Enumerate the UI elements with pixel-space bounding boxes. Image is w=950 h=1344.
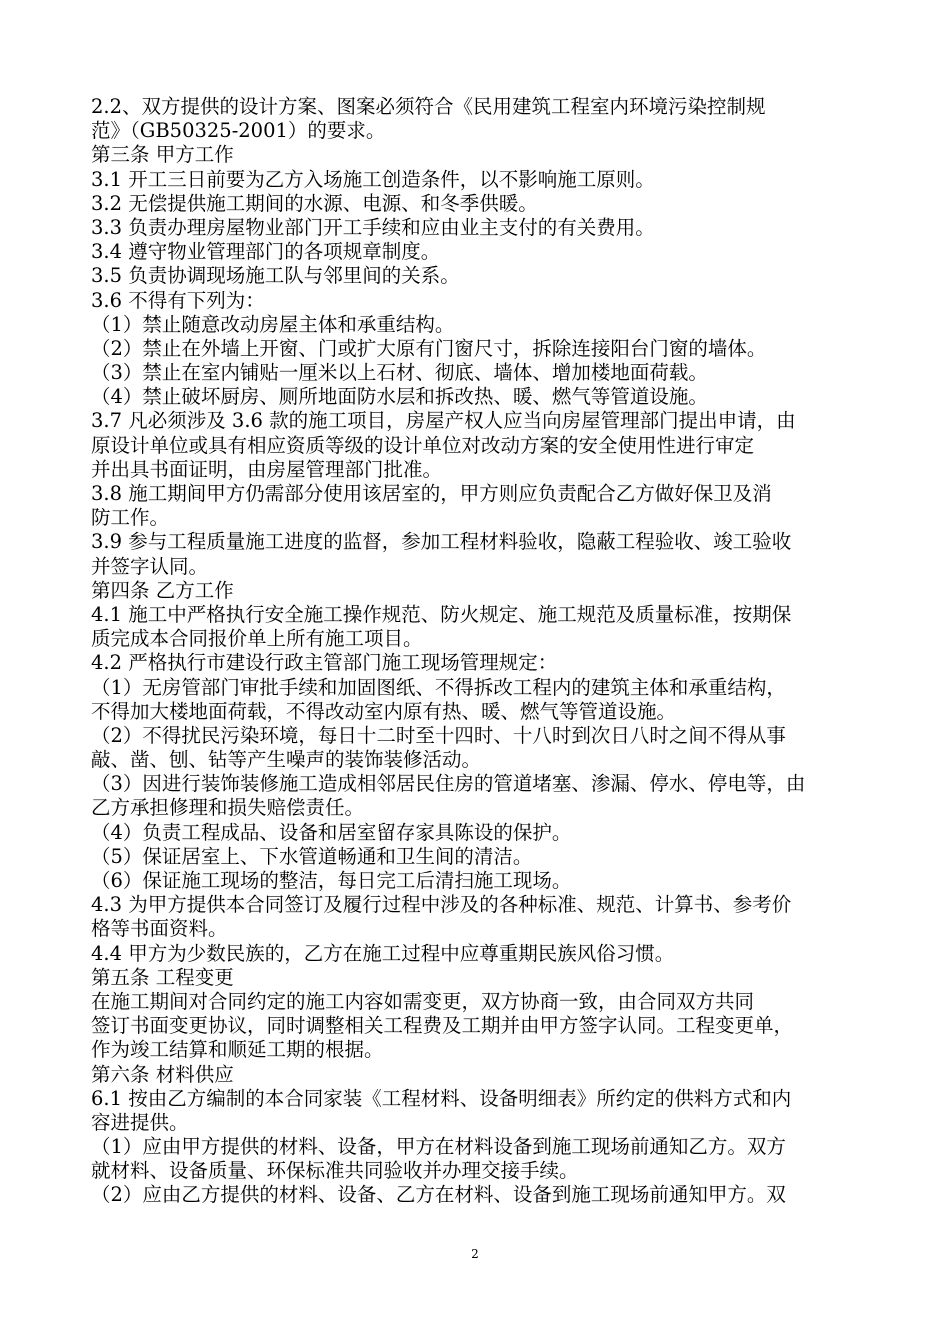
- text-line: 不得加大楼地面荷载，不得改动室内原有热、暖、燃气等管道设施。: [91, 699, 677, 723]
- page-number: 2: [471, 1247, 479, 1261]
- text-line: （1）应由甲方提供的材料、设备，甲方在材料设备到施工现场前通知乙方。双方: [91, 1135, 786, 1159]
- text-line: 就材料、设备质量、环保标准共同验收并办理交接手续。: [91, 1159, 579, 1183]
- text-line: （6）保证施工现场的整洁，每日完工后清扫施工现场。: [91, 869, 572, 892]
- text-line: 在施工期间对合同约定的施工内容如需变更，双方协商一致，由合同双方共同: [91, 989, 755, 1013]
- text-line: 3.6 不得有下列为：: [91, 288, 265, 312]
- text-line: 第三条 甲方工作: [91, 143, 234, 167]
- text-line: （4）禁止破坏厨房、厕所地面防水层和拆改热、暖、燃气等管道设施。: [91, 385, 708, 409]
- text-line: （4）负责工程成品、设备和居室留存家具陈设的保护。: [91, 820, 572, 844]
- text-line: 4.4 甲方为少数民族的，乙方在施工过程中应尊重期民族风俗习惯。: [91, 941, 675, 965]
- text-line: 第五条 工程变更: [91, 965, 234, 989]
- text-line: 乙方承担修理和损失赔偿责任。: [91, 796, 365, 820]
- text-line: （3）禁止在室内铺贴一厘米以上石材、彻底、墙体、增加楼地面荷载。: [91, 361, 708, 385]
- text-line: （5）保证居室上、下水管道畅通和卫生间的清洁。: [91, 844, 533, 868]
- text-line: 容进提供。: [91, 1110, 189, 1134]
- document-body: [91, 95, 861, 1208]
- text-line: 第六条 材料供应: [91, 1062, 234, 1086]
- text-line: 原设计单位或具有相应资质等级的设计单位对改动方案的安全使用性进行审定: [91, 433, 755, 457]
- text-line: 作为竣工结算和顺延工期的根据。: [91, 1038, 384, 1062]
- text-line: 防工作。: [91, 506, 170, 530]
- text-line: 并出具书面证明，由房屋管理部门批准。: [91, 457, 443, 481]
- text-line: 6.1 按由乙方编制的本合同家装《工程材料、设备明细表》所约定的供料方式和内: [91, 1086, 792, 1110]
- text-line: 并签字认同。: [91, 554, 209, 578]
- text-line: 4.3 为甲方提供本合同签订及履行过程中涉及的各种标准、规范、计算书、参考价: [91, 893, 792, 917]
- text-line: 签订书面变更协议，同时调整相关工程费及工期并由甲方签字认同。工程变更单，: [91, 1014, 794, 1038]
- text-line: 3.2 无偿提供施工期间的水源、电源、和冬季供暖。: [91, 191, 538, 215]
- text-line: 4.2 严格执行市建设行政主管部门施工现场管理规定：: [91, 651, 558, 675]
- text-line: 范》（GB50325-2001）的要求。: [91, 119, 386, 143]
- text-line: 3.4 遵守物业管理部门的各项规章制度。: [91, 240, 441, 264]
- text-line: 第四条 乙方工作: [91, 578, 234, 602]
- text-line: 3.8 施工期间甲方仍需部分使用该居室的，甲方则应负责配合乙方做好保卫及消: [91, 482, 772, 505]
- text-line: （1）禁止随意改动房屋主体和承重结构。: [91, 312, 455, 336]
- text-line: 4.1 施工中严格执行安全施工操作规范、防火规定、施工规范及质量标准，按期保: [91, 602, 792, 626]
- text-line: （2）禁止在外墙上开窗、门或扩大原有门窗尺寸，拆除连接阳台门窗的墙体。: [91, 336, 767, 360]
- text-line: 3.5 负责协调现场施工队与邻里间的关系。: [91, 264, 460, 288]
- text-line: （3）因进行装饰装修施工造成相邻居民住房的管道堵塞、渗漏、停水、停电等，由: [91, 772, 806, 796]
- text-line: （2）应由乙方提供的材料、设备、乙方在材料、设备到施工现场前通知甲方。双: [91, 1183, 786, 1207]
- text-line: 格等书面资料。: [91, 917, 228, 941]
- text-line: 2.2、双方提供的设计方案、图案必须符合《民用建筑工程室内环境污染控制规: [91, 95, 766, 118]
- text-line: 敲、凿、刨、钻等产生噪声的装饰装修活动。: [91, 748, 482, 772]
- text-line: 3.9 参与工程质量施工进度的监督，参加工程材料验收，隐蔽工程验收、竣工验收: [91, 530, 792, 554]
- text-line: 3.7 凡必须涉及 3.6 款的施工项目，房屋产权人应当向房屋管理部门提出申请，由: [91, 409, 796, 433]
- text-line: 3.3 负责办理房屋物业部门开工手续和应由业主支付的有关费用。: [91, 215, 655, 239]
- text-line: 3.1 开工三日前要为乙方入场施工创造条件，以不影响施工原则。: [91, 167, 655, 191]
- text-line: （1）无房管部门审批手续和加固图纸、不得拆改工程内的建筑主体和承重结构，: [91, 675, 786, 699]
- text-line: 质完成本合同报价单上所有施工项目。: [91, 627, 423, 651]
- text-line: （2）不得扰民污染环境，每日十二时至十四时、十八时到次日八时之间不得从事: [91, 723, 786, 747]
